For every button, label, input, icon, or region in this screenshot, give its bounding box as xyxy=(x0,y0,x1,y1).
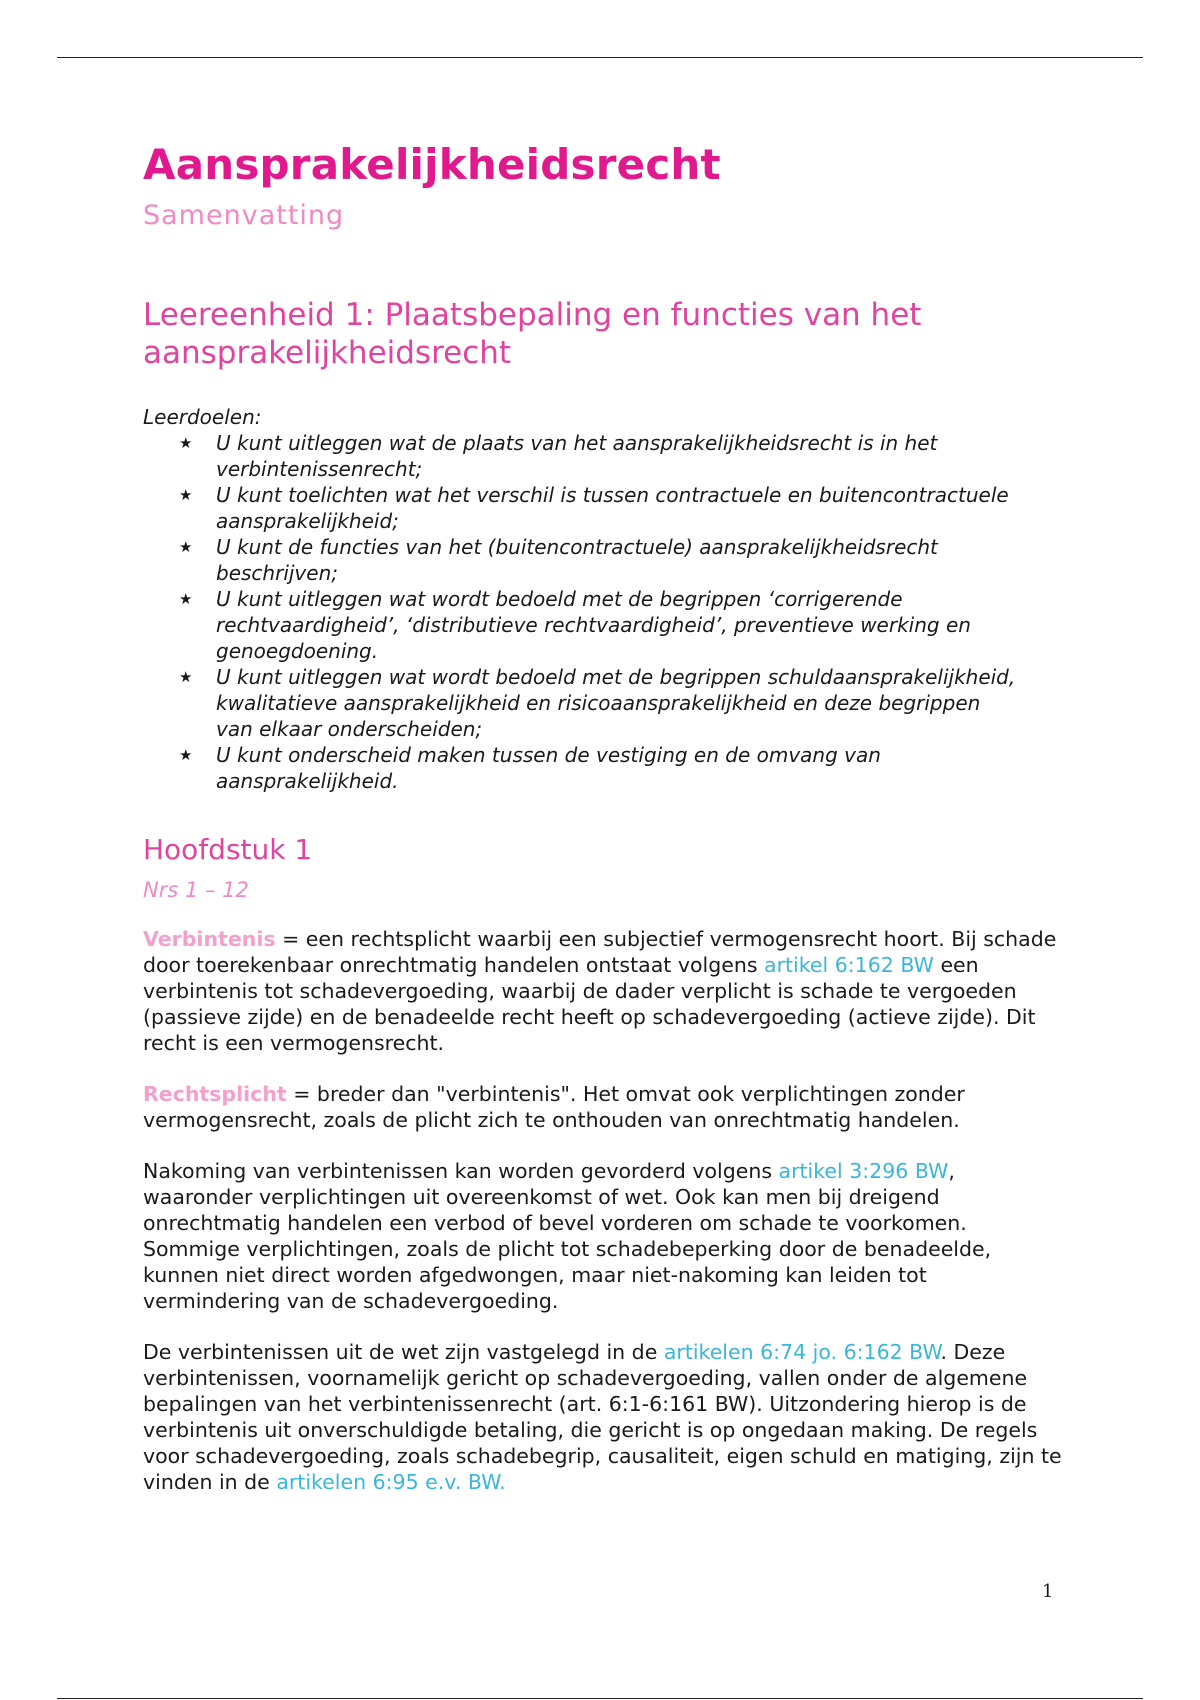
list-item: ★ U kunt uitleggen wat de plaats van het aansprakelijkheidsrecht is in het verbintenissenrecht; xyxy=(179,431,938,481)
star-bullet-icon: ★ xyxy=(179,434,193,452)
top-rule xyxy=(57,57,1143,58)
list-item: ★ U kunt toelichten wat het verschil is tussen contractuele en buitencontractuele aansprakelijkheid; xyxy=(179,483,1009,533)
star-bullet-icon: ★ xyxy=(179,590,193,608)
body-text xyxy=(143,926,1068,1520)
list-item: ★ U kunt de functies van het (buitencontractuele) aansprakelijkheidsrecht beschrijven; xyxy=(179,535,938,585)
list-item: ★ U kunt onderscheid maken tussen de vestiging en de omvang van aansprakelijkheid. xyxy=(179,743,881,793)
star-bullet-icon: ★ xyxy=(179,668,193,686)
document-title: Aansprakelijkheidsrecht xyxy=(143,140,721,189)
section-heading: Leereenheid 1: Plaatsbepaling en functies van het aansprakelijkheidsrecht xyxy=(143,297,922,371)
list-item: ★ U kunt uitleggen wat wordt bedoeld met de begrippen schuldaansprakelijkheid, kwalitatieve aansprakelijkheid en risicoaansprakelijkheid en deze begrippen van elkaar onderscheiden; xyxy=(179,665,1016,741)
list-item: ★ U kunt uitleggen wat wordt bedoeld met de begrippen ‘corrigerende rechtvaardigheid’, ‘distributieve rechtvaardigheid’, preventieve werking en genoegdoening. xyxy=(179,587,971,663)
article-reference[interactable]: artikel 3:296 BW xyxy=(778,1159,949,1183)
paragraph-rechtsplicht: Rechtsplicht = breder dan "verbintenis". Het omvat ook verplichtingen zonder vermogensrecht, zoals de plicht zich te onthouden van onrechtmatig handelen. xyxy=(143,1082,965,1132)
page-number: 1 xyxy=(1042,1581,1054,1602)
chapter-numbers: Nrs 1 – 12 xyxy=(143,878,249,902)
learning-goals-list xyxy=(143,430,1063,794)
term-rechtsplicht: Rechtsplicht xyxy=(143,1082,287,1106)
chapter-heading: Hoofdstuk 1 xyxy=(143,833,313,866)
term-verbintenis: Verbintenis xyxy=(143,927,276,951)
paragraph-nakoming: Nakoming van verbintenissen kan worden gevorderd volgens artikel 3:296 BW, waaronder verplichtingen uit overeenkomst of wet. Ook kan men bij dreigend onrechtmatig handelen een verbod of bevel vorderen om schade te voorkomen. Sommige verplichtingen, zoals de plicht tot schadebeperking door de benadeelde, kunnen niet direct worden afgedwongen, maar niet-nakoming kan leiden tot vermindering van de schadevergoeding. xyxy=(143,1159,992,1313)
article-reference[interactable]: artikelen 6:74 jo. 6:162 BW xyxy=(663,1340,941,1364)
document-subtitle: Samenvatting xyxy=(143,200,345,231)
article-reference[interactable]: artikelen 6:95 e.v. BW. xyxy=(276,1470,506,1494)
paragraph-wet: De verbintenissen uit de wet zijn vastgelegd in de artikelen 6:74 jo. 6:162 BW. Deze verbintenissen, voornamelijk gericht op schadevergoeding, vallen onder de algemene bepalingen van het verbintenissenrecht (art. 6:1-6:161 BW). Uitzondering hierop is de verbintenis uit onverschuldigde betaling, die gericht is op ongedaan making. De regels voor schadevergoeding, zoals schadebegrip, causaliteit, eigen schuld en matiging, zijn te vinden in de artikelen 6:95 e.v. BW. xyxy=(143,1340,1062,1494)
star-bullet-icon: ★ xyxy=(179,746,193,764)
article-reference[interactable]: artikel 6:162 BW xyxy=(764,953,934,977)
paragraph-verbintenis: Verbintenis = een rechtsplicht waarbij een subjectief vermogensrecht hoort. Bij schade door toerekenbaar onrechtmatig handelen ontstaat volgens artikel 6:162 BW een verbintenis tot schadevergoeding, waarbij de dader verplicht is schade te vergoeden (passieve zijde) en de benadeelde recht heeft op schadevergoeding (actieve zijde). Dit recht is een vermogensrecht. xyxy=(143,927,1057,1055)
learning-goals xyxy=(143,404,1063,794)
learning-goals-label: Leerdoelen: xyxy=(143,405,262,429)
star-bullet-icon: ★ xyxy=(179,486,193,504)
star-bullet-icon: ★ xyxy=(179,538,193,556)
bottom-rule xyxy=(57,1698,1143,1699)
